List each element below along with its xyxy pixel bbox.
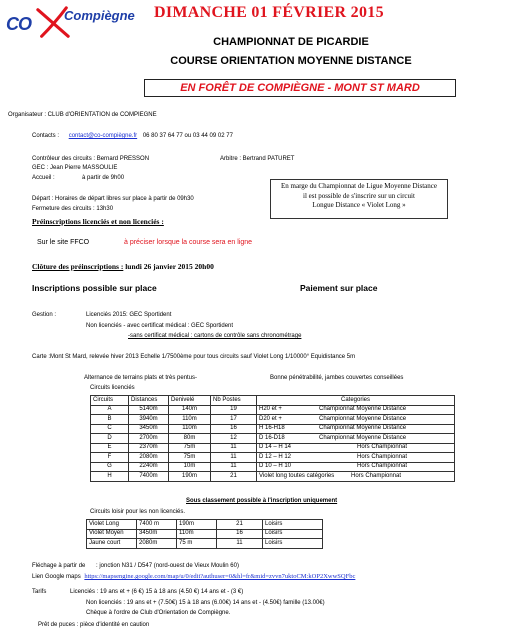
circuit-letter-cell: D: [91, 434, 129, 444]
inscriptions-text: Inscriptions possible sur place: [32, 283, 157, 293]
nb-postes-cell: 11: [211, 453, 257, 463]
loisir-category: Loisirs: [263, 520, 323, 530]
category-championnat: Hors Championnat: [357, 444, 408, 451]
paiement-text: Paiement sur place: [300, 283, 378, 293]
category-name: Violet long toutes catégories: [259, 472, 335, 479]
gestion-non-licencies: Non licenciés - avec certificat médical : GEC Sportident: [86, 323, 234, 329]
circuit-letter-cell: E: [91, 443, 129, 453]
loisir-distance: 7400 m: [137, 520, 177, 530]
circuits-table-row: [91, 462, 455, 472]
circuits-table-row: [91, 443, 455, 453]
loisir-circuit-name: Violet Moyen: [87, 529, 137, 539]
category-name: D 16-D18: [259, 434, 285, 441]
denivele-cell: 110m: [169, 424, 211, 434]
circuits-table-row: [91, 424, 455, 434]
loisir-postes: 16: [217, 529, 263, 539]
contact-phones: 06 80 37 64 77 ou 03 44 09 02 77: [142, 133, 233, 139]
category-cell: [257, 462, 455, 472]
gestion-label: Gestion :: [32, 312, 57, 318]
loisir-table: [86, 519, 323, 549]
category-name: D 14 – H 14: [259, 444, 292, 451]
category-cell: [257, 472, 455, 482]
header-circuits: Circuits: [91, 396, 129, 406]
distance-cell: 2700m: [129, 434, 169, 444]
loisir-circuit-name: Violet Long: [87, 520, 137, 530]
sous-classement-text: Sous classement possible à l'inscription uniquement: [186, 498, 338, 504]
event-subtitle: COURSE ORIENTATION MOYENNE DISTANCE: [170, 55, 412, 67]
circuits-table: [90, 395, 455, 482]
circuit-letter-cell: C: [91, 424, 129, 434]
category-name: D20 et +: [259, 415, 282, 422]
circuit-letter-cell: A: [91, 405, 129, 415]
loisir-category: Loisirs: [263, 539, 323, 549]
header-categories: Categories: [257, 396, 455, 406]
loisir-denivele: 110m: [177, 529, 217, 539]
denivele-cell: 75m: [169, 453, 211, 463]
circuits-table-row: [91, 453, 455, 463]
category-championnat: Championnat Moyenne Distance: [319, 406, 407, 413]
distance-cell: 5140m: [129, 405, 169, 415]
loisir-circuit-name: Jaune court: [87, 539, 137, 549]
contact-email-link[interactable]: contact@co-compiègne.fr: [68, 133, 138, 139]
marge-line-1: En marge du Championnat de Ligue Moyenne Distance: [281, 182, 437, 190]
denivele-cell: 110m: [169, 415, 211, 425]
nb-postes-cell: 19: [211, 405, 257, 415]
event-location-box: EN FORÊT DE COMPIÈGNE - MONT ST MARD: [144, 79, 456, 97]
event-date: DIMANCHE 01 FÉVRIER 2015: [154, 4, 384, 21]
circuit-letter-cell: H: [91, 472, 129, 482]
category-name: D 12 – H 12: [259, 453, 292, 460]
distance-cell: 7400m: [129, 472, 169, 482]
category-championnat: Hors Championnat: [357, 453, 408, 460]
google-maps-link[interactable]: https://mapsengine.google.com/map/u/0/edit?authuser=0&hl=fr&mid=zvvn7uktoCM:kOP2XwwSQFbc: [84, 573, 356, 580]
category-championnat: Championnat Moyenne Distance: [319, 425, 407, 432]
penetrabilite-text: Bonne pénétrabilité, jambes couvertes conseillées: [270, 375, 404, 381]
distance-cell: 3450m: [129, 424, 169, 434]
category-cell: [257, 434, 455, 444]
pret-puces-text: Prêt de puces : pièce d'identité en caution: [38, 622, 150, 628]
cloture-value: lundi 26 janvier 2015 20h00: [123, 262, 214, 271]
marge-line-3: Longue Distance « Violet Long »: [312, 201, 406, 209]
nb-postes-cell: 11: [211, 462, 257, 472]
circuits-loisir-label: Circuits loisir pour les non licenciés.: [90, 509, 186, 515]
loisir-table-row: [87, 529, 323, 539]
fermeture-text: Fermeture des circuits : 13h30: [32, 206, 114, 212]
alternance-text: Alternance de terrains plats et très pentus-: [84, 375, 198, 381]
distance-cell: 2240m: [129, 462, 169, 472]
loisir-table-row: [87, 520, 323, 530]
gestion-licencies: Licenciés 2015: GEC Sportident: [86, 312, 172, 318]
loisir-postes: 21: [217, 520, 263, 530]
loisir-category: Loisirs: [263, 529, 323, 539]
preinscriptions-heading: Préinscriptions licenciés et non licenciés :: [32, 217, 164, 226]
category-cell: [257, 415, 455, 425]
circuits-table-body: [91, 396, 455, 482]
distance-cell: 2080m: [129, 453, 169, 463]
tarifs-label: Tarifs: [32, 589, 47, 595]
circuit-letter-cell: B: [91, 415, 129, 425]
category-championnat: Hors Championnat: [357, 463, 408, 470]
header-denivele: Denivelé: [169, 396, 211, 406]
loisir-denivele: 190m: [177, 520, 217, 530]
header-distances: Distances: [129, 396, 169, 406]
nb-postes-cell: 17: [211, 415, 257, 425]
denivele-cell: 75m: [169, 443, 211, 453]
distance-cell: 2370m: [129, 443, 169, 453]
category-championnat: Hors Championnat: [351, 472, 402, 479]
contacts-row: [32, 133, 233, 140]
distance-cell: 3940m: [129, 415, 169, 425]
header-nb-postes: Nb Postes: [211, 396, 257, 406]
denivele-cell: 140m: [169, 405, 211, 415]
organisateur-text: Organisateur : CLUB d'ORIENTATION de COMPIEGNE: [8, 112, 157, 118]
google-maps-label: Lien Google maps: [32, 574, 81, 580]
circuit-letter-cell: G: [91, 462, 129, 472]
cloture-row: [32, 263, 214, 272]
category-cell: [257, 453, 455, 463]
loisir-table-body: [87, 520, 323, 549]
loisir-distance: 3450m: [137, 529, 177, 539]
flechage-value: : jonction N31 / D547 (nord-ouest de Vieux Moulin 60): [96, 563, 239, 569]
flechage-label: Fléchage à partir de: [32, 563, 86, 569]
arbitre-text: Arbitre : Bertrand PATURET: [220, 156, 295, 162]
nb-postes-cell: 11: [211, 443, 257, 453]
circuits-table-header-row: [91, 396, 455, 406]
tarifs-non-licencies: Non licenciés : 19 ans et + (7.50€) 15 à 18 ans (6.00€) 14 ans et - (4.50€) famille (13.00€): [86, 600, 325, 606]
carte-text: Carte :Mont St Mard, relevée hiver 2013 Echelle 1/7500ème pour tous circuits sauf Violet Long 1/10000° Equidistance 5m: [32, 354, 356, 360]
nb-postes-cell: 12: [211, 434, 257, 444]
marge-info-box: [270, 179, 448, 219]
logo-city-text: Compiègne: [64, 8, 135, 23]
loisir-denivele: 75 m: [177, 539, 217, 549]
circuits-table-row: [91, 434, 455, 444]
category-cell: [257, 405, 455, 415]
loisir-table-row: [87, 539, 323, 549]
category-name: H20 et +: [259, 406, 282, 413]
google-maps-row: [32, 573, 355, 581]
ffco-label: Sur le site FFCO: [37, 239, 90, 246]
circuits-table-row: [91, 415, 455, 425]
accueil-value: à partir de 9h00: [82, 175, 125, 181]
contacts-label: Contacts :: [32, 133, 60, 139]
accueil-label: Accueil :: [32, 175, 55, 181]
loisir-postes: 11: [217, 539, 263, 549]
category-championnat: Championnat Moyenne Distance: [319, 415, 407, 422]
denivele-cell: 10m: [169, 462, 211, 472]
circuit-letter-cell: F: [91, 453, 129, 463]
cloture-label: Clôture des préinscriptions :: [32, 262, 124, 271]
controleur-text: Contrôleur des circuits : Bernard PRESSON: [32, 156, 150, 162]
denivele-cell: 190m: [169, 472, 211, 482]
ffco-value: à préciser lorsque la course sera en ligne: [124, 239, 253, 246]
category-championnat: Championnat Moyenne Distance: [319, 434, 407, 441]
nb-postes-cell: 16: [211, 424, 257, 434]
category-name: H 16-H18: [259, 425, 285, 432]
circuits-licencies-label: Circuits licenciés: [90, 385, 135, 391]
loisir-distance: 2080m: [137, 539, 177, 549]
depart-text: Départ : Horaires de départ libres sur place à partir de 09h30: [32, 196, 194, 202]
denivele-cell: 80m: [169, 434, 211, 444]
tarifs-cheque: Chèque à l'ordre de Club d'Orientation de Compiègne.: [86, 610, 231, 616]
category-name: D 10 – H 10: [259, 463, 292, 470]
gec-text: GEC : Jean Pierre MASSOULIE: [32, 165, 118, 171]
marge-line-2: il est possible de s'inscrire sur un circuit: [303, 191, 415, 200]
category-cell: [257, 443, 455, 453]
gestion-sans-certificat: -sans certificat médical : cartons de contrôle sans chronométrage: [128, 333, 302, 339]
category-cell: [257, 424, 455, 434]
circuits-table-row: [91, 472, 455, 482]
tarifs-licencies: Licenciés : 19 ans et + (6 €) 15 à 18 ans (4.50 €) 14 ans et - (3 €): [70, 589, 244, 595]
event-title: CHAMPIONNAT DE PICARDIE: [213, 36, 369, 48]
logo-co-text: CO: [6, 14, 31, 34]
nb-postes-cell: 21: [211, 472, 257, 482]
circuits-table-row: [91, 405, 455, 415]
